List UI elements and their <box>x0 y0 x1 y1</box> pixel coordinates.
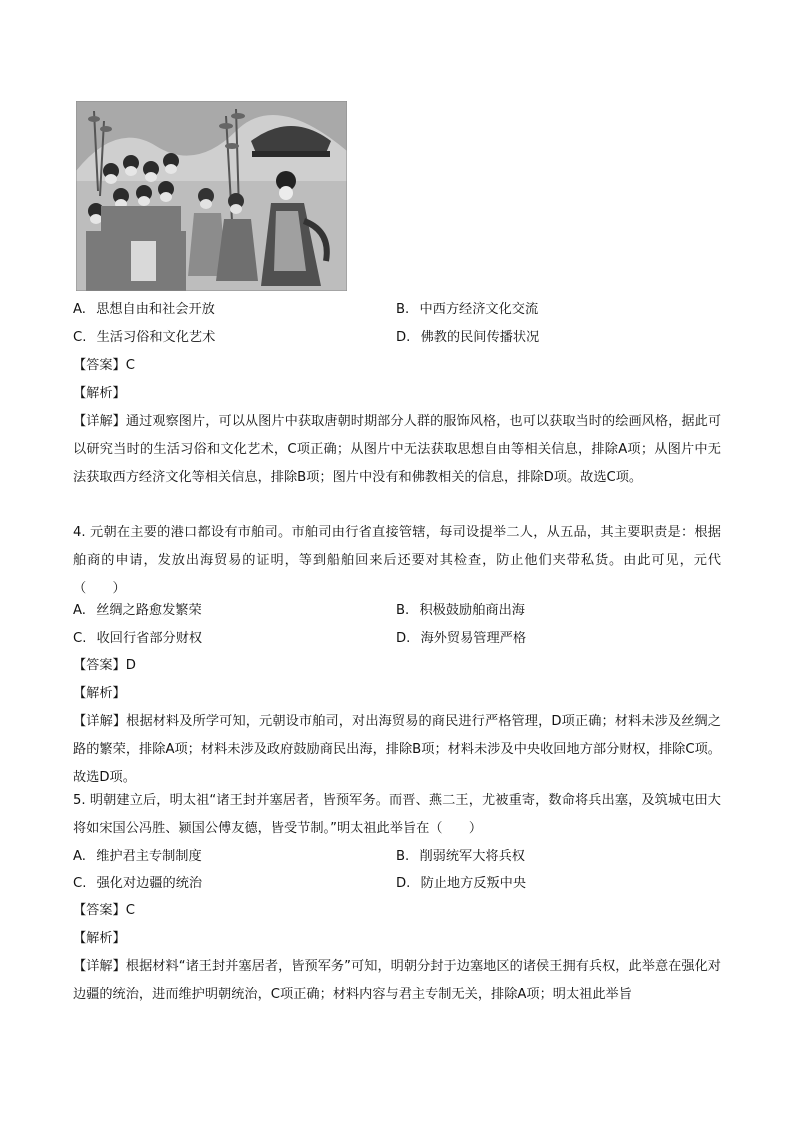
q5-analysis-heading: 【解析】 <box>73 931 126 946</box>
q4-stem: 4. 元朝在主要的港口都设有市舶司。市舶司由行省直接管辖，每司设提举二人，从五品，其主要职责是：根据舶商的申请，发放出海贸易的证明，等到船舶回来后还要对其检查，防止他们夹带私货。由此可见，元代（ ） <box>73 525 721 596</box>
option-text: 佛教的民间传播状况 <box>420 330 540 345</box>
option-text: 思想自由和社会开放 <box>96 302 215 317</box>
option-text: 收回行省部分财权 <box>96 631 203 646</box>
detail-tag: 【详解】 <box>73 959 126 974</box>
option-label: A. <box>73 302 86 317</box>
q4-option-d <box>396 625 526 653</box>
option-label: B. <box>396 603 410 618</box>
detail-tag: 【详解】 <box>73 714 127 729</box>
option-label: B. <box>396 302 410 317</box>
q3-analysis-heading: 【解析】 <box>73 386 126 401</box>
option-text: 中西方经济文化交流 <box>419 302 539 317</box>
q5-answer <box>73 897 135 925</box>
detail-text: 通过观察图片，可以从图片中获取唐朝时期部分人群的服饰风格，也可以获取当时的绘画风格，据此可以研究当时的生活习俗和文化艺术，C项正确；从图片中无法获取思想自由等相关信息，排除A项；从图片中无法获取西方经济文化等相关信息，排除B项；图片中没有和佛教相关的信息，排除D项。故选C项。 <box>73 414 722 485</box>
option-label: B. <box>396 849 410 864</box>
q5-option-d <box>396 870 526 898</box>
q5-stem: 5. 明朝建立后，明太祖“诸王封并塞居者，皆预军务。而晋、燕二王，尤被重寄，数命将兵出塞，及筑城屯田大将如宋国公冯胜、颍国公傅友德，皆受节制。”明太祖此举旨在（ ） <box>73 793 721 836</box>
q4-detail <box>73 708 721 792</box>
answer-tag: 【答案】 <box>73 358 126 373</box>
q4-analysis-heading: 【解析】 <box>73 686 126 701</box>
answer-value: D <box>125 658 136 673</box>
q3-option-c <box>73 324 215 352</box>
option-label: D. <box>396 631 411 646</box>
option-label: C. <box>73 330 87 345</box>
q5-option-c <box>73 870 202 898</box>
option-text: 强化对边疆的统治 <box>96 876 203 891</box>
option-text: 海外贸易管理严格 <box>420 631 527 646</box>
mural-image <box>76 101 347 291</box>
q4-option-c <box>73 625 202 653</box>
option-text: 丝绸之路愈发繁荣 <box>96 603 202 618</box>
q3-option-b <box>396 296 538 324</box>
q4-option-a <box>73 597 202 625</box>
option-label: C. <box>73 876 87 891</box>
q3-option-d <box>396 324 539 352</box>
option-label: D. <box>396 330 411 345</box>
q3-detail <box>73 408 721 492</box>
option-label: A. <box>73 849 86 864</box>
q4-option-b <box>396 597 525 625</box>
option-label: D. <box>396 876 411 891</box>
q5-option-b <box>396 843 525 871</box>
option-label: A. <box>73 603 86 618</box>
answer-tag: 【答案】 <box>73 903 126 918</box>
detail-text: 根据材料及所学可知，元朝设市舶司，对出海贸易的商民进行严格管理，D项正确；材料未涉及丝绸之路的繁荣，排除A项；材料未涉及政府鼓励商民出海，排除B项；材料未涉及中央收回地方部分财权，排除C项。故选D项。 <box>73 714 721 785</box>
q5-option-a <box>73 843 202 871</box>
answer-value: C <box>125 903 135 918</box>
option-text: 维护君主专制制度 <box>96 849 202 864</box>
answer-value: C <box>125 358 135 373</box>
mural-illustration <box>76 101 347 291</box>
option-text: 防止地方反叛中央 <box>420 876 527 891</box>
option-text: 削弱统军大将兵权 <box>419 849 525 864</box>
q5-detail <box>73 953 721 1009</box>
option-text: 积极鼓励舶商出海 <box>419 603 525 618</box>
detail-text: 根据材料“诸王封并塞居者，皆预军务”可知，明朝分封于边塞地区的诸侯王拥有兵权，此举意在强化对边疆的统治，进而维护明朝统治，C项正确；材料内容与君主专制无关，排除A项；明太祖此举旨 <box>73 959 721 1002</box>
option-text: 生活习俗和文化艺术 <box>96 330 216 345</box>
q4-answer <box>73 652 136 680</box>
detail-tag: 【详解】 <box>73 414 126 429</box>
q3-option-a <box>73 296 215 324</box>
option-label: C. <box>73 631 87 646</box>
q3-answer <box>73 352 135 380</box>
answer-tag: 【答案】 <box>73 658 126 673</box>
